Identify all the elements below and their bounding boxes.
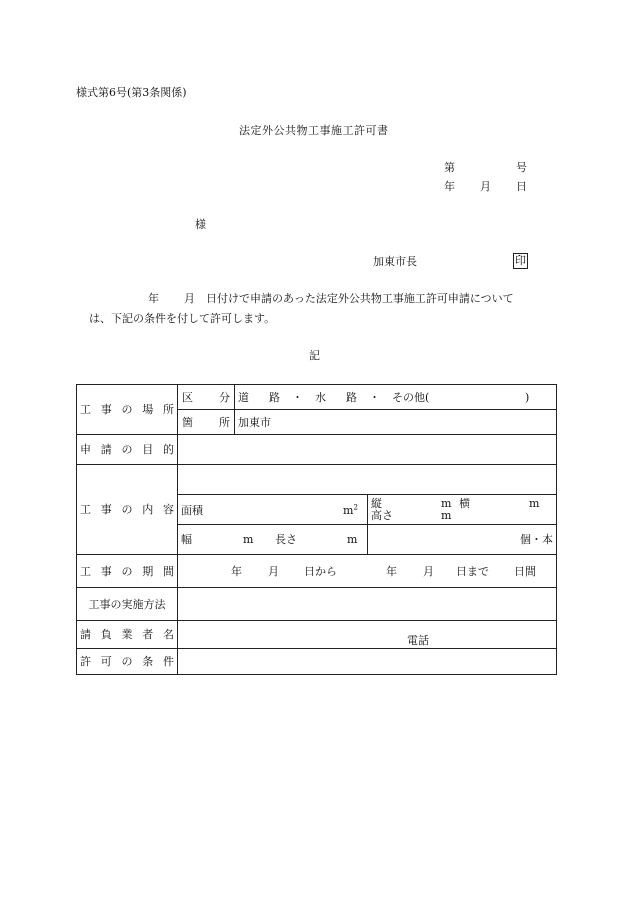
period-days: 日間 bbox=[514, 564, 536, 578]
body-text-line2: は、下記の条件を付して許可します。 bbox=[89, 312, 276, 325]
kubun-label: 区分 bbox=[178, 385, 235, 410]
issuer: 加東市長 bbox=[373, 255, 417, 268]
seal-mark bbox=[513, 253, 528, 269]
haba-unit: m bbox=[243, 533, 254, 546]
option-waterway[interactable]: 水路 bbox=[315, 390, 357, 404]
period-label: 工事の期間 bbox=[77, 555, 178, 588]
conditions-label: 許可の条件 bbox=[77, 649, 178, 675]
kubun-options bbox=[235, 385, 557, 410]
tate-unit: m bbox=[441, 497, 452, 510]
location-label: 工事の場所 bbox=[77, 385, 178, 435]
period-until: 日まで bbox=[456, 564, 489, 578]
option-sep-2: ・ bbox=[369, 390, 380, 404]
yoko-label: 横 bbox=[459, 497, 470, 510]
kasho-value[interactable]: 加東市 bbox=[235, 410, 557, 435]
takasa-label: 高さ bbox=[371, 509, 393, 522]
period-start-year: 年 bbox=[231, 564, 242, 578]
kasho-label: 箇所 bbox=[178, 410, 235, 435]
yoko-unit: m bbox=[529, 497, 540, 510]
ki-heading: 記 bbox=[309, 349, 320, 362]
document-title: 法定外公共物工事施工許可書 bbox=[239, 124, 389, 137]
contractor-field[interactable] bbox=[178, 621, 557, 649]
period-cell[interactable] bbox=[178, 555, 557, 588]
body-text-line1: 日付けで申請のあった法定外公共物工事施工許可申請について bbox=[206, 292, 514, 305]
seal-icon: 印 bbox=[515, 254, 526, 267]
addressee-suffix: 様 bbox=[195, 218, 206, 231]
option-sep-1: ・ bbox=[292, 390, 303, 404]
period-start-month: 月 bbox=[268, 564, 279, 578]
doc-no-go: 号 bbox=[516, 161, 527, 174]
nagasa-label: 長さ bbox=[275, 533, 297, 546]
contractor-label: 請負業者名 bbox=[77, 621, 178, 649]
option-other[interactable]: その他( bbox=[392, 390, 430, 404]
permit-table bbox=[76, 384, 557, 675]
content-field[interactable] bbox=[178, 465, 557, 495]
ko-hon-cell[interactable] bbox=[368, 525, 557, 555]
menseki-unit: $m^2$ bbox=[343, 503, 358, 518]
body-month: 月 bbox=[184, 292, 195, 305]
option-other-close: ) bbox=[525, 390, 530, 404]
tate-yoko-cell[interactable] bbox=[368, 495, 557, 525]
nagasa-unit: m bbox=[347, 533, 358, 546]
date-month: 月 bbox=[480, 180, 491, 193]
tate-label: 縦 bbox=[371, 497, 382, 510]
purpose-label: 申請の目的 bbox=[77, 435, 178, 465]
tel-label: 電話 bbox=[407, 634, 429, 647]
menseki-label: 面積 bbox=[181, 504, 203, 518]
content-label: 工事の内容 bbox=[77, 465, 178, 555]
menseki-cell[interactable] bbox=[178, 495, 368, 525]
period-from: 日から bbox=[304, 564, 337, 578]
date-year: 年 bbox=[444, 180, 455, 193]
method-label: 工事の実施方法 bbox=[77, 588, 178, 621]
haba-nagasa-cell[interactable] bbox=[178, 525, 368, 555]
period-end-month: 月 bbox=[423, 564, 434, 578]
period-end-year: 年 bbox=[386, 564, 397, 578]
form-number: 様式第6号(第3条関係) bbox=[76, 86, 187, 99]
haba-label: 幅 bbox=[181, 533, 192, 546]
method-field[interactable] bbox=[178, 588, 557, 621]
takasa-unit: m bbox=[441, 509, 452, 522]
purpose-field[interactable] bbox=[178, 435, 557, 465]
conditions-field[interactable] bbox=[178, 649, 557, 675]
option-road[interactable]: 道路 bbox=[238, 390, 280, 404]
doc-no-dai: 第 bbox=[444, 161, 455, 174]
ko-hon-label: 個・本 bbox=[520, 533, 554, 546]
body-year: 年 bbox=[148, 292, 159, 305]
date-day: 日 bbox=[516, 180, 527, 193]
